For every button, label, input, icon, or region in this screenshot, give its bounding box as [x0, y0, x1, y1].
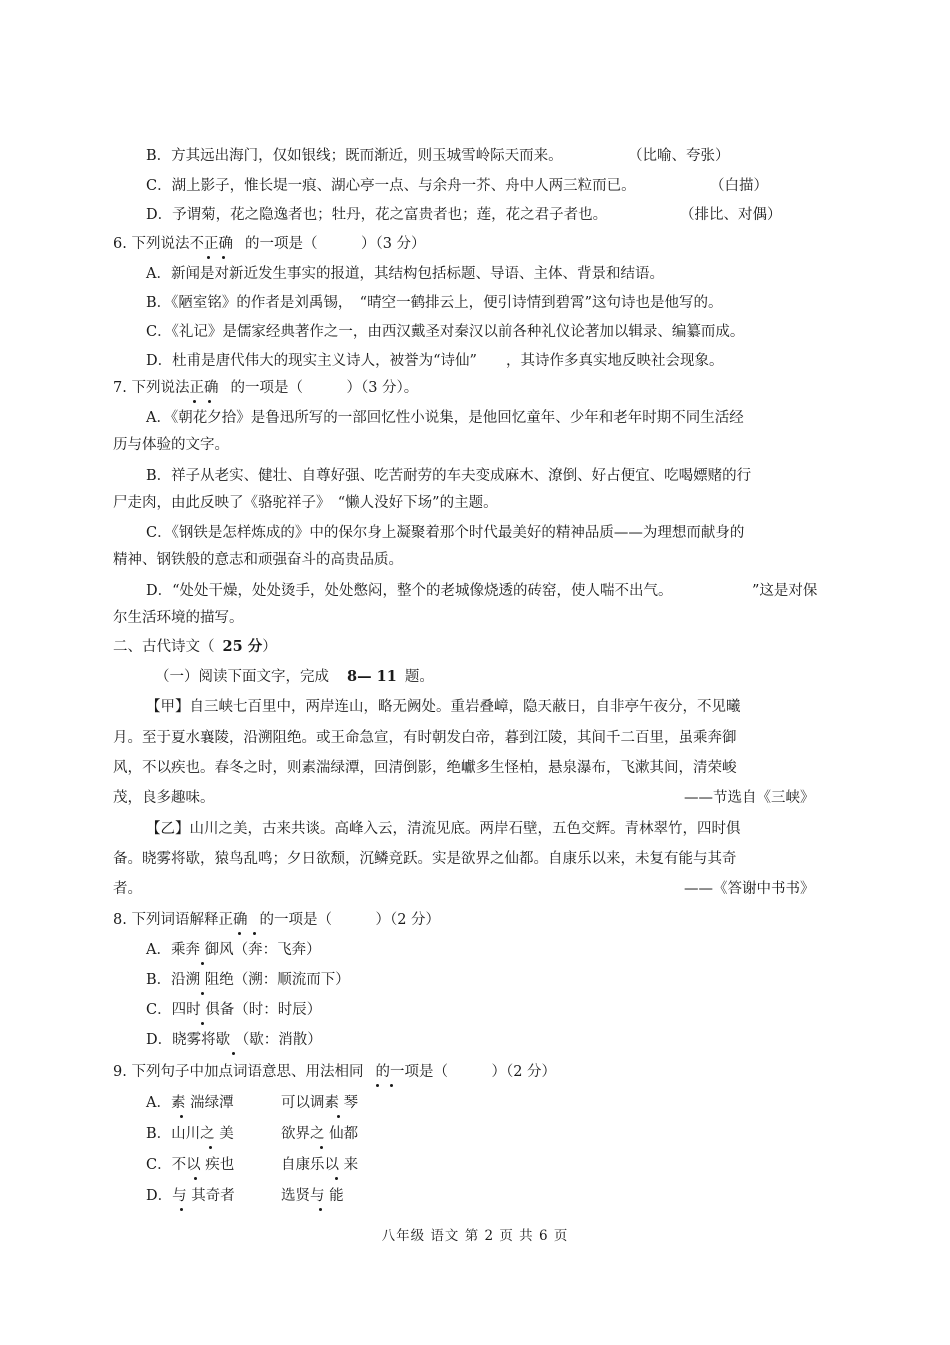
part-instruction-end: 题。 — [404, 669, 434, 685]
q8-stem-emphasis: 正确 — [218, 912, 248, 928]
q7-option-c-line2: 精神、钢铁般的意志和顽强奋斗的高贵品质。 — [113, 552, 403, 568]
q8-stem — [113, 910, 440, 930]
q9-stem-emphasis: 相同 — [334, 1064, 364, 1080]
q7-option-d-line2: 尔生活环境的描写。 — [113, 610, 244, 626]
emphasis-dot — [320, 1146, 323, 1149]
q7-stem-start: 7. 下列说法 — [113, 380, 190, 396]
q5-option-b: B．方其远出海门，仅如银线；既而渐近，则玉城雪岭际天而来。 — [146, 148, 563, 164]
passage-yi-line1: 【乙】山川之美，古来共谈。高峰入云，清流见底。两岸石壁，五色交辉。青林翠竹，四时俱 — [146, 821, 741, 837]
emphasis-dot — [194, 1177, 197, 1180]
q6-option-b: B．《陋室铭》的作者是刘禹锡， “晴空一鹤排云上，便引诗情到碧霄”这句诗也是他写的。 — [146, 295, 723, 311]
q5-option-d-note: （排比、对偶） — [680, 207, 782, 223]
q7-stem — [113, 378, 418, 398]
q9-option-b-right: 欲界之 仙都 — [281, 1126, 359, 1142]
q9-stem-end: 的一项是（ ）（2 分） — [375, 1064, 557, 1080]
emphasis-dot — [201, 992, 204, 995]
emphasis-dot — [207, 256, 210, 259]
q8-option-a: A．乘奔 御风（奔：飞奔） — [146, 942, 321, 958]
q6-option-c: C．《礼记》是儒家经典著作之一，由西汉戴圣对秦汉以前各种礼仪论著加以辑录、编纂而成。 — [146, 324, 745, 340]
emphasis-dot — [337, 1115, 340, 1118]
q9-stem — [113, 1062, 556, 1082]
q6-stem — [113, 234, 426, 254]
q9-option-a-right: 可以调素 琴 — [281, 1095, 359, 1111]
q9-option-d-left: D．与 其奇者 — [146, 1188, 235, 1204]
passage-yi-line2: 备。晓雾将歇，猿鸟乱鸣；夕日欲颓，沉鳞竞跃。实是欲界之仙都。自康乐以来，未复有能与其奇 — [113, 851, 737, 867]
emphasis-dot — [319, 1208, 322, 1211]
emphasis-dot — [180, 1208, 183, 1211]
emphasis-dot — [222, 256, 225, 259]
part-instruction-range: 8— 11 — [347, 668, 397, 685]
q7-option-a-line1: A．《朝花夕拾》是鲁迅所写的一部回忆性小说集，是他回忆童年、少年和老年时期不同生活经 — [146, 410, 744, 426]
emphasis-dot — [180, 1115, 183, 1118]
emphasis-dot — [193, 400, 196, 403]
q7-option-d-line1-tail: ”这是对保 — [752, 583, 818, 599]
passage-jia-line3: 风，不以疾也。春冬之时，则素湍绿潭，回清倒影，绝巘多生怪柏，悬泉瀑布，飞漱其间，清荣峻 — [113, 760, 737, 776]
section-heading-start: 二、古代诗文（ — [113, 639, 215, 655]
q7-option-c-line1: C．《钢铁是怎样炼成的》中的保尔身上凝聚着那个时代最美好的精神品质——为理想而献身的 — [146, 525, 745, 541]
q6-stem-end: 的一项是（ ）（3 分） — [244, 236, 426, 252]
passage-jia-line4: 茂，良多趣味。 — [113, 790, 215, 806]
q8-stem-end: 的一项是（ ）（2 分） — [259, 912, 441, 928]
q9-option-d-right: 选贤与 能 — [281, 1188, 344, 1204]
part-instruction-start: （一）阅读下面文字，完成 — [155, 669, 329, 685]
q5-option-d: D．予谓菊，花之隐逸者也；牡丹，花之富贵者也；莲，花之君子者也。 — [146, 207, 608, 223]
passage-jia-line2: 月。至于夏水襄陵，沿溯阻绝。或王命急宣，有时朝发白帝，暮到江陵，其间千二百里，虽乘奔御 — [113, 730, 737, 746]
q8-option-d: D．晓雾将歇 （歇：消散） — [146, 1032, 322, 1048]
q5-option-b-note: （比喻、夸张） — [628, 148, 730, 164]
q8-option-b: B．沿溯 阻绝（溯：顺流而下） — [146, 972, 350, 988]
emphasis-dot — [201, 1022, 204, 1025]
emphasis-dot — [253, 932, 256, 935]
section-heading-score: 25 分 — [222, 638, 263, 655]
passage-yi-source: ——《答谢中书书》 — [684, 881, 815, 897]
emphasis-dot — [232, 1052, 235, 1055]
emphasis-dot — [201, 962, 204, 965]
q9-option-c-right: 自康乐以 来 — [281, 1157, 359, 1173]
emphasis-dot — [209, 1146, 212, 1149]
q8-option-c: C．四时 俱备（时：时辰） — [146, 1002, 322, 1018]
q7-option-a-line2: 历与体验的文字。 — [113, 437, 229, 453]
emphasis-dot — [335, 1177, 338, 1180]
emphasis-dot — [390, 1084, 393, 1087]
q9-stem-start: 9. 下列句子中加点词语意思、用法 — [113, 1064, 335, 1080]
q7-stem-emphasis: 正确 — [189, 380, 219, 396]
emphasis-dot — [238, 932, 241, 935]
q8-stem-start: 8. 下列词语解释 — [113, 912, 219, 928]
passage-yi-line3: 者。 — [113, 881, 142, 897]
q7-option-d-line1: D．“处处干燥，处处烫手，处处憋闷，整个的老城像烧透的砖窑，使人喘不出气。 — [146, 583, 673, 599]
passage-jia-source: ——节选自《三峡》 — [684, 790, 815, 806]
emphasis-dot — [208, 400, 211, 403]
page-footer: 八年级 语文 第 2 页 共 6 页 — [381, 1228, 569, 1244]
q6-option-a: A．新闻是对新近发生事实的报道，其结构包括标题、导语、主体、背景和结语。 — [146, 266, 664, 282]
emphasis-dot — [376, 1084, 379, 1087]
q7-option-b-line1: B．祥子从老实、健壮、自尊好强、吃苦耐劳的车夫变成麻木、潦倒、好占便宜、吃喝嫖赌的行 — [146, 468, 752, 484]
q5-option-c: C．湖上影子，惟长堤一痕、湖心亭一点、与余舟一芥、舟中人两三粒而已。 — [146, 178, 636, 194]
q6-stem-emphasis: 正确 — [203, 236, 233, 252]
part-instruction — [155, 667, 434, 687]
q5-option-c-note: （白描） — [710, 178, 768, 194]
passage-jia-line1: 【甲】自三峡七百里中，两岸连山，略无阙处。重岩叠嶂，隐天蔽日，自非亭午夜分，不见曦 — [146, 699, 741, 715]
q6-option-d: D．杜甫是唐代伟大的现实主义诗人，被誉为“诗仙” ，其诗作多真实地反映社会现象。 — [146, 353, 724, 369]
q7-stem-end: 的一项是（ ）（3 分）。 — [230, 380, 419, 396]
section-heading — [113, 637, 277, 657]
q9-option-b-left: B．山川之 美 — [146, 1126, 234, 1142]
q6-stem-start: 6. 下列说法不 — [113, 236, 204, 252]
q9-option-a-left: A．素 湍绿潭 — [146, 1095, 234, 1111]
q7-option-b-line2: 尸走肉，由此反映了《骆驼祥子》 “懒人没好下场”的主题。 — [113, 495, 498, 511]
q9-option-c-left: C．不以 疾也 — [146, 1157, 235, 1173]
section-heading-end: ） — [262, 639, 277, 655]
